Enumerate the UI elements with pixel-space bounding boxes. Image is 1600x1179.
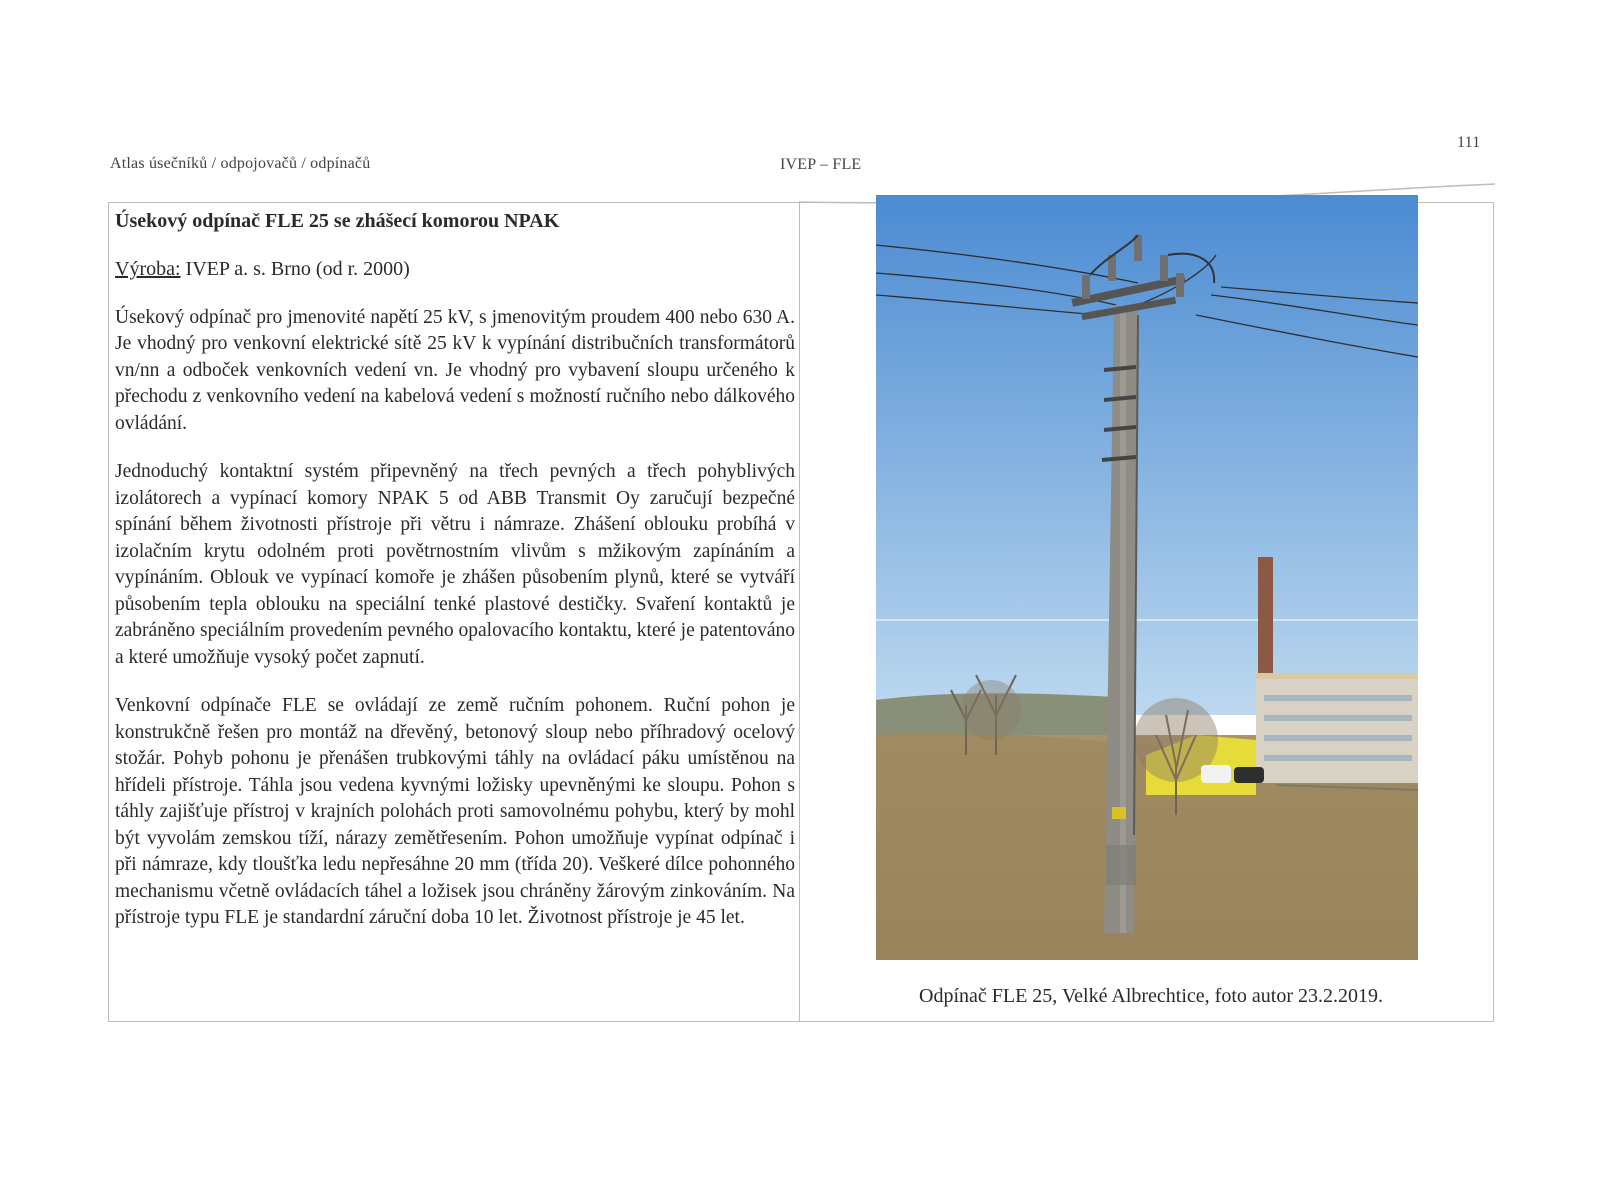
sky bbox=[876, 195, 1418, 715]
text-column bbox=[115, 206, 795, 932]
photo-power-pole bbox=[876, 195, 1418, 960]
paragraph-contact-system: Jednoduchý kontaktní systém připevněný na třech pevných a třech pohyblivých izolátorech a vypínací komory NPAK 5 od ABB Transmit Oy zaručují bezpečné spínání během životnosti přístroje při větru i námraze. Zhášení oblouku probíhá v izolačním krytu odolném proti povětrnostním vlivům s mžikovým zapínáním a vypínáním. Oblouk ve vypínací komoře je zhášen působením plynů, které se vytváří působením tepla oblouku na speciální tenké plastové destičky. Svaření kontaktů je zabráněno speciálním provedením pevného opalovacího kontaktu, které je patentováno a které umožňuje vysoký počet zapnutí. bbox=[115, 461, 795, 668]
manufacturer-label: Výroba: bbox=[115, 258, 181, 280]
article-title: Úsekový odpínač FLE 25 se zhášecí komorou NPAK bbox=[115, 210, 560, 232]
manufacturer-line bbox=[115, 256, 795, 283]
photo bbox=[876, 195, 1418, 960]
manufacturer-value: IVEP a. s. Brno (od r. 2000) bbox=[180, 258, 410, 280]
running-header-center: IVEP – FLE bbox=[780, 156, 862, 173]
white-car bbox=[1201, 765, 1231, 783]
dark-car bbox=[1234, 767, 1264, 783]
paragraph-drive: Venkovní odpínače FLE se ovládají ze země ručním pohonem. Ruční pohon je konstrukčně řešen pro montáž na dřevěný, betonový sloup nebo příhradový ocelový stožár. Pohyb pohonu je přenášen trubkovými táhly na ovládací páku umístěnou na hřídeli přístroje. Táhla jsou vedena kyvnými ložisky upevněnými ke sloupu. Pohon s táhly zajišťuje přístroj v krajních polohách proti samovolnému pohybu, který by mohl být vyvolám zemskou tíží, nárazy zemětřesením. Pohon umožňuje vypínat odpínač i při námraze, kdy tloušťka ledu nepřesáhne 20 mm (třída 20). Veškeré dílce pohonného mechanismu včetně ovládacích táhel a ložisek jsou chráněny žárovým zinkováním. Na přístroje typu FLE je standardní záruční doba 10 let. Životnost přístroje je 45 let. bbox=[115, 695, 795, 928]
drive-handle bbox=[1106, 845, 1136, 885]
warning-sign bbox=[1112, 807, 1126, 819]
paragraph-intro: Úsekový odpínač pro jmenovité napětí 25 kV, s jmenovitým proudem 400 nebo 630 A. Je vhodný pro venkovní elektrické sítě 25 kV k vypínání distribučních transformátorů vn/nn a odboček venkovních vedení vn. Je vhodný pro vybavení sloupu určeného k přechodu z venkovního vedení na kabelová vedení s možností ručního nebo dálkového ovládání. bbox=[115, 306, 795, 434]
running-header-left: Atlas úsečníků / odpojovačů / odpínačů bbox=[110, 155, 371, 172]
page-number: 111 bbox=[1457, 134, 1481, 151]
column-divider bbox=[799, 202, 800, 1022]
photo-caption: Odpínač FLE 25, Velké Albrechtice, foto autor 23.2.2019. bbox=[919, 985, 1383, 1007]
factory-building bbox=[1256, 673, 1418, 783]
